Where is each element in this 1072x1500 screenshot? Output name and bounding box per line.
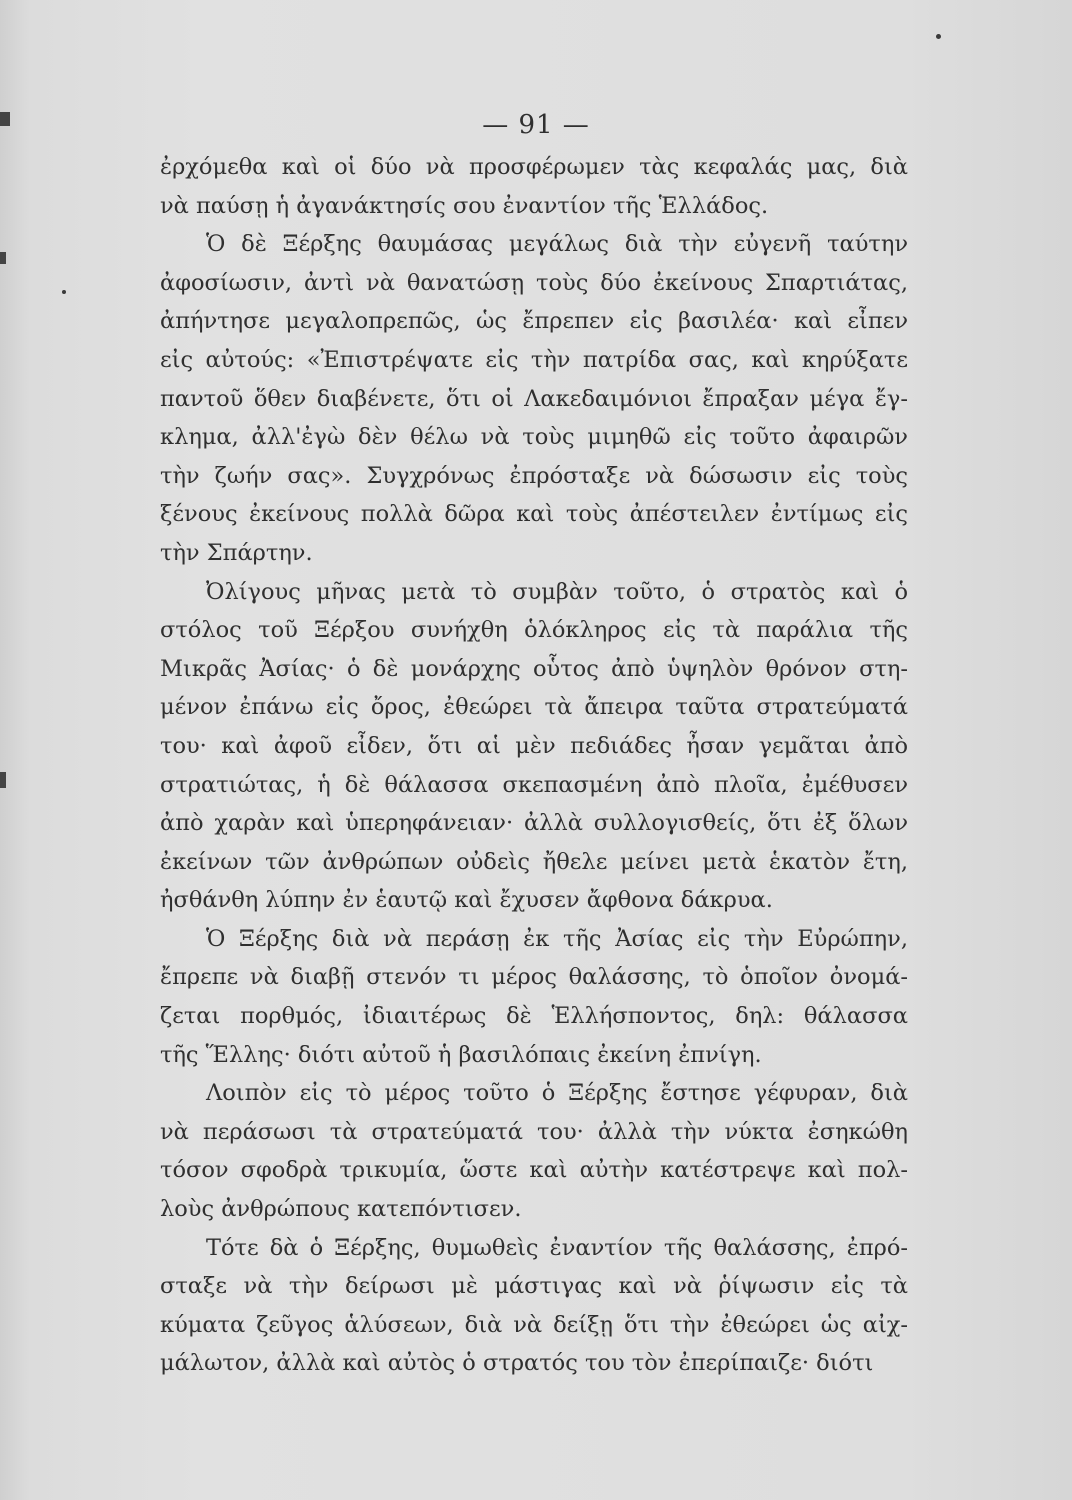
body-text	[160, 148, 908, 1383]
text-line: Ὁ Ξέρξης διὰ νὰ περάσῃ ἐκ τῆς Ἀσίας εἰς τὴν Εὐρώπην,	[206, 925, 908, 952]
paragraph	[160, 1229, 908, 1383]
text-line: του· καὶ ἀφοῦ εἶδεν, ὅτι αἱ μὲν πεδιάδες ἦσαν γεμᾶται ἀπὸ	[160, 732, 908, 759]
text-line: Ὀλίγους μῆνας μετὰ τὸ συμβὰν τοῦτο, ὁ στρατὸς καὶ ὁ	[206, 578, 908, 605]
text-line: σταξε νὰ τὴν δείρωσι μὲ μάστιγας καὶ νὰ ῥίψωσιν εἰς τὰ	[160, 1273, 908, 1300]
text-line: ξένους ἐκείνους πολλὰ δῶρα καὶ τοὺς ἀπέστειλεν ἐντίμως εἰς	[160, 501, 908, 528]
text-line: κύματα ζεῦγος ἁλύσεων, διὰ νὰ δείξῃ ὅτι τὴν ἐθεώρει ὡς αἰχ-	[160, 1311, 908, 1338]
text-line: εἰς αὐτούς: «Ἐπιστρέψατε εἰς τὴν πατρίδα σας, καὶ κηρύξατε	[160, 346, 908, 373]
text-line: Ὁ δὲ Ξέρξης θαυμάσας μεγάλως διὰ τὴν εὐγενῆ ταύτην	[206, 231, 908, 258]
text-line: τὴν Σπάρτην.	[160, 539, 313, 566]
text-line: ἀπὸ χαρὰν καὶ ὑπερηφάνειαν· ἀλλὰ συλλογισθείς, ὅτι ἐξ ὅλων	[160, 810, 908, 837]
text-line: στόλος τοῦ Ξέρξου συνήχθη ὁλόκληρος εἰς τὰ παράλια τῆς	[160, 617, 908, 644]
speck-mark	[936, 34, 941, 39]
text-line: νὰ παύσῃ ἡ ἀγανάκτησίς σου ἐναντίον τῆς Ἑλλάδος.	[160, 192, 769, 219]
binding-mark	[0, 252, 6, 264]
paragraph	[160, 920, 908, 1074]
text-line: τῆς Ἕλλης· διότι αὐτοῦ ἡ βασιλόπαις ἐκείνη ἐπνίγη.	[160, 1041, 762, 1068]
text-line: τόσον σφοδρὰ τρικυμία, ὥστε καὶ αὐτὴν κατέστρεψε καὶ πολ-	[160, 1157, 908, 1184]
speck-mark	[62, 290, 66, 294]
text-line: ἀφοσίωσιν, ἀντὶ νὰ θανατώσῃ τοὺς δύο ἐκείνους Σπαρτιάτας,	[160, 269, 908, 296]
text-line: Μικρᾶς Ἀσίας· ὁ δὲ μονάρχης οὗτος ἀπὸ ὑψηλὸν θρόνον στη-	[160, 655, 908, 682]
page-number: — 91 —	[482, 110, 590, 140]
text-line: νὰ περάσωσι τὰ στρατεύματά του· ἀλλὰ τὴν νύκτα ἐσηκώθη	[160, 1118, 908, 1145]
text-line: στρατιώτας, ἡ δὲ θάλασσα σκεπασμένη ἀπὸ πλοῖα, ἐμέθυσεν	[160, 771, 908, 798]
paragraph	[160, 148, 908, 225]
text-line: Λοιπὸν εἰς τὸ μέρος τοῦτο ὁ Ξέρξης ἔστησε γέφυραν, διὰ	[206, 1080, 908, 1107]
text-line: ἔπρεπε νὰ διαβῇ στενόν τι μέρος θαλάσσης, τὸ ὁποῖον ὀνομά-	[160, 964, 908, 991]
paragraph	[160, 573, 908, 920]
binding-mark	[0, 772, 6, 788]
text-line: ἠσθάνθη λύπην ἐν ἑαυτῷ καὶ ἔχυσεν ἄφθονα δάκρυα.	[160, 887, 773, 914]
text-line: μάλωτον, ἀλλὰ καὶ αὐτὸς ὁ στρατός του τὸν ἐπερίπαιζε· διότι	[160, 1350, 874, 1377]
text-line: ζεται πορθμός, ἰδιαιτέρως δὲ Ἑλλήσποντος, δηλ: θάλασσα	[160, 1003, 908, 1030]
text-line: Τότε δὰ ὁ Ξέρξης, θυμωθεὶς ἐναντίον τῆς θαλάσσης, ἐπρό-	[206, 1234, 908, 1261]
text-line: ἐρχόμεθα καὶ οἱ δύο νὰ προσφέρωμεν τὰς κεφαλάς μας, διὰ	[160, 154, 908, 180]
text-line: ἐκείνων τῶν ἀνθρώπων οὐδεὶς ἤθελε μείνει μετὰ ἑκατὸν ἔτη,	[160, 848, 908, 875]
text-line: ἀπήντησε μεγαλοπρεπῶς, ὡς ἔπρεπεν εἰς βασιλέα· καὶ εἶπεν	[160, 308, 908, 335]
text-line: λοὺς ἀνθρώπους κατεπόντισεν.	[160, 1196, 522, 1223]
text-line: τὴν ζωήν σας». Συγχρόνως ἐπρόσταξε νὰ δώσωσιν εἰς τοὺς	[160, 462, 908, 489]
text-line: μένον ἐπάνω εἰς ὄρος, ἐθεώρει τὰ ἄπειρα ταῦτα στρατεύματά	[160, 694, 908, 721]
paragraph	[160, 225, 908, 572]
text-line: παντοῦ ὅθεν διαβένετε, ὅτι οἱ Λακεδαιμόνιοι ἔπραξαν μέγα ἔγ-	[160, 385, 908, 412]
text-line: κλημα, ἀλλ'ἐγὼ δὲν θέλω νὰ τοὺς μιμηθῶ εἰς τοῦτο ἀφαιρῶν	[160, 424, 908, 451]
paragraph	[160, 1074, 908, 1228]
